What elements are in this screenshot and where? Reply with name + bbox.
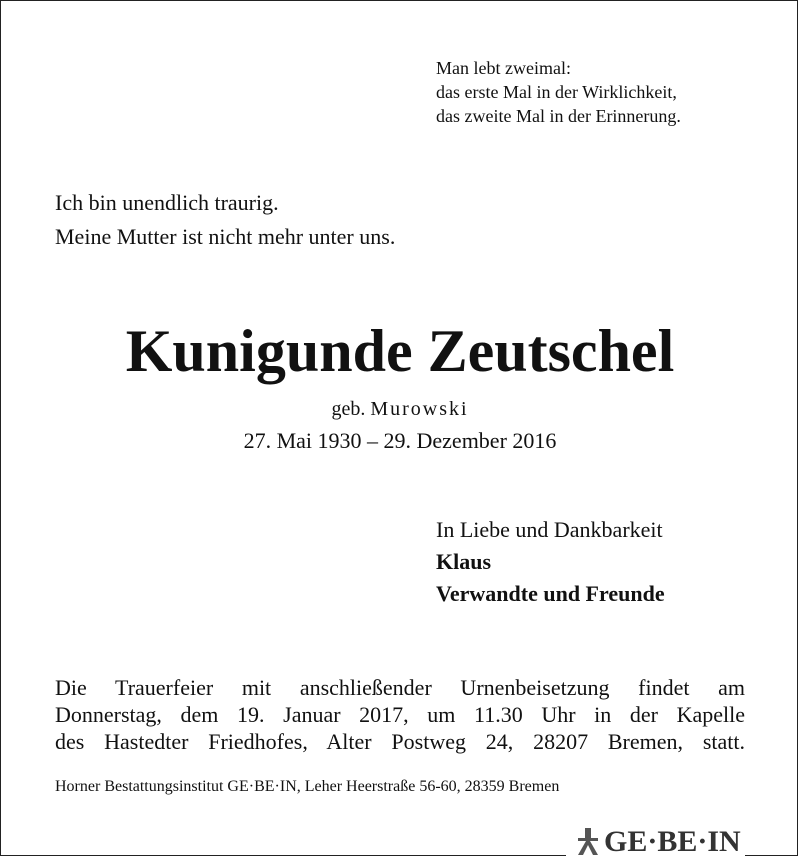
mourner-name: Verwandte und Freunde [436,581,665,606]
motto-line: Man lebt zweimal: [436,58,571,78]
gebein-emblem-icon [576,828,600,856]
life-dates: 27. Mai 1930 – 29. Dezember 2016 [243,428,557,453]
service-line: Die Trauerfeier mit anschließender Urnenbeisetzung findet am [55,675,745,700]
birth-name: Murowski [370,398,469,420]
intro-line: Meine Mutter ist nicht mehr unter uns. [55,224,396,249]
motto-line: das erste Mal in der Wirklichkeit, [436,82,677,102]
undertaker-address: Horner Bestattungsinstitut GE·BE·IN, Leher Heerstraße 56-60, 28359 Bremen [55,778,560,795]
birth-name-line [0,396,800,422]
gebein-logo [566,826,745,858]
motto-line: das zweite Mal in der Erinnerung. [436,106,681,126]
mourner-name: Klaus [436,549,492,574]
birth-prefix: geb. [331,398,366,420]
intro-line: Ich bin unendlich traurig. [55,190,279,215]
mourners-block [436,514,665,610]
service-line: Donnerstag, dem 19. Januar 2017, um 11.30 Uhr in der Kapelle [55,702,745,727]
mourners-intro: In Liebe und Dankbarkeit [436,517,663,542]
gebein-logo-text: GE·BE·IN [604,825,741,858]
funeral-service-info [55,674,745,755]
deceased-name: Kunigunde Zeutschel [125,318,675,384]
service-line: des Hastedter Friedhofes, Alter Postweg 24, 28207 Bremen, statt. [55,729,745,754]
motto-quote [436,56,681,128]
intro-text [55,186,395,254]
